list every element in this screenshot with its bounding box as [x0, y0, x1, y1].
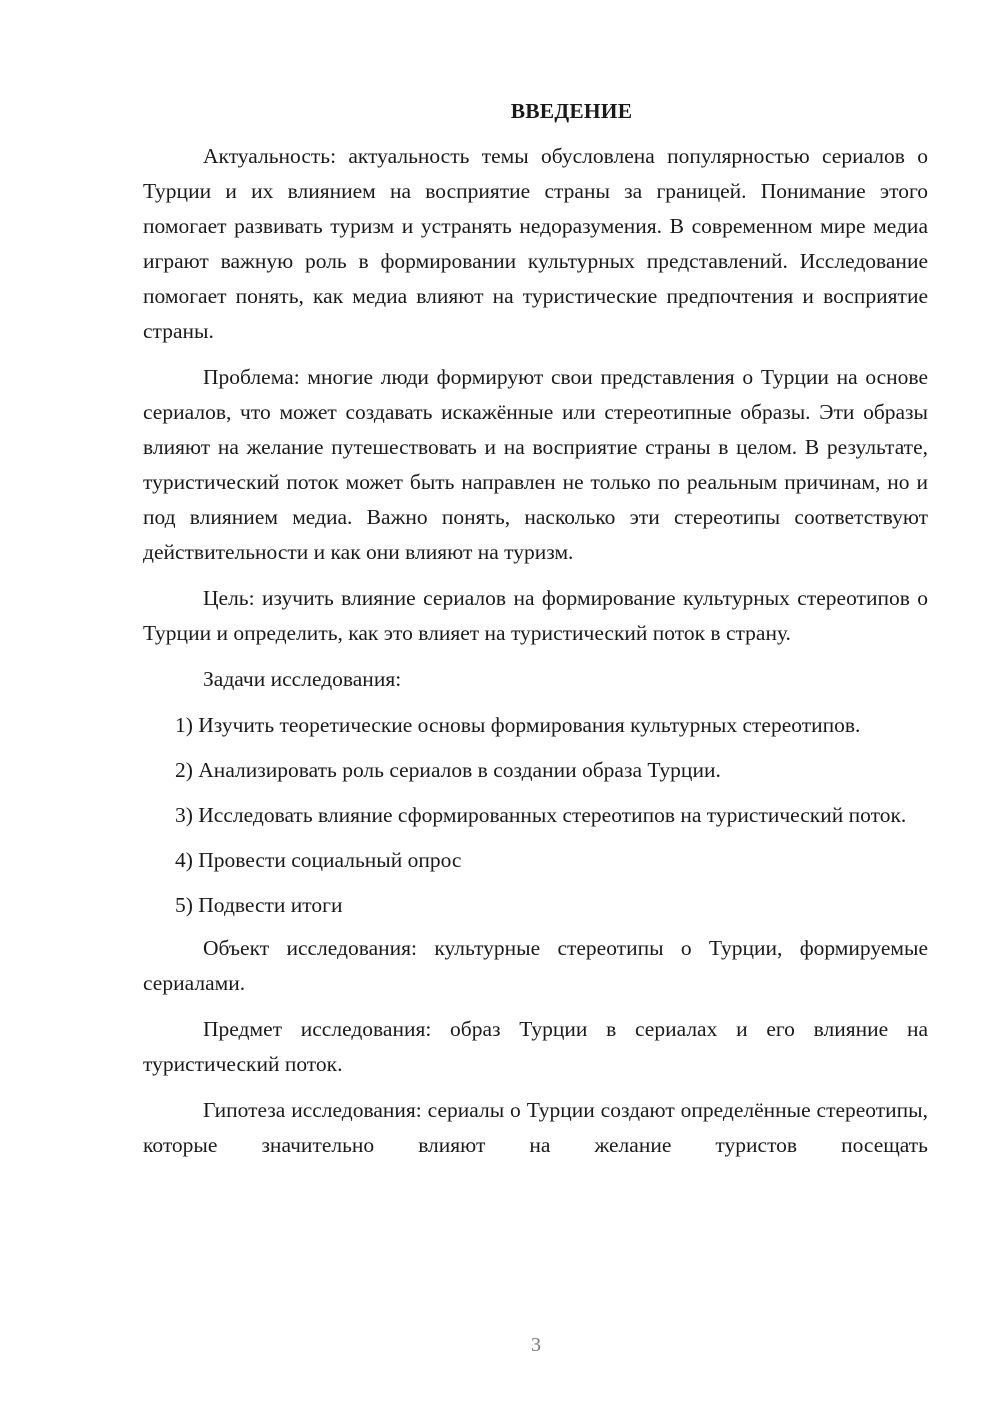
task-item-1: 1) Изучить теоретические основы формирования культурных стереотипов.: [175, 713, 861, 737]
paragraph-goal: Цель: изучить влияние сериалов на формирование культурных стереотипов о Турции и определить, как это влияет на туристический поток в страну.: [143, 586, 928, 645]
task-item-2: 2) Анализировать роль сериалов в создании образа Турции.: [175, 758, 721, 782]
task-item-5: 5) Подвести итоги: [175, 893, 343, 917]
document-heading: ВВЕДЕНИЕ: [510, 99, 633, 123]
paragraph-relevance: Актуальность: актуальность темы обусловлена популярностью сериалов о Турции и их влиянием на восприятие страны за границей. Понимание этого помогает развивать туризм и устранять недоразумения. В современном мире медиа играют важную роль в формировании культурных представлений. Исследование помогает понять, как медиа влияют на туристические предпочтения и восприятие страны.: [143, 144, 928, 343]
page-number: 3: [531, 1334, 541, 1356]
paragraph-subject: Предмет исследования: образ Турции в сериалах и его влияние на туристический поток.: [143, 1017, 928, 1076]
tasks-title: Задачи исследования:: [203, 667, 402, 691]
paragraph-problem: Проблема: многие люди формируют свои представления о Турции на основе сериалов, что может создавать искажённые или стереотипные образы. Эти образы влияют на желание путешествовать и на восприятие страны в целом. В результате, туристический поток может быть направлен не только по реальным причинам, но и под влиянием медиа. Важно понять, насколько эти стереотипы соответствуют действительности и как они влияют на туризм.: [143, 365, 928, 564]
paragraph-hypothesis: Гипотеза исследования: сериалы о Турции создают определённые стереотипы, которые значительно влияют на желание туристов посещать: [143, 1098, 928, 1157]
document-page: [143, 96, 928, 1174]
task-item-3: 3) Исследовать влияние сформированных стереотипов на туристический поток.: [175, 803, 907, 827]
task-item-4: 4) Провести социальный опрос: [175, 848, 462, 872]
paragraph-object: Объект исследования: культурные стереотипы о Турции, формируемые сериалами.: [143, 936, 928, 995]
